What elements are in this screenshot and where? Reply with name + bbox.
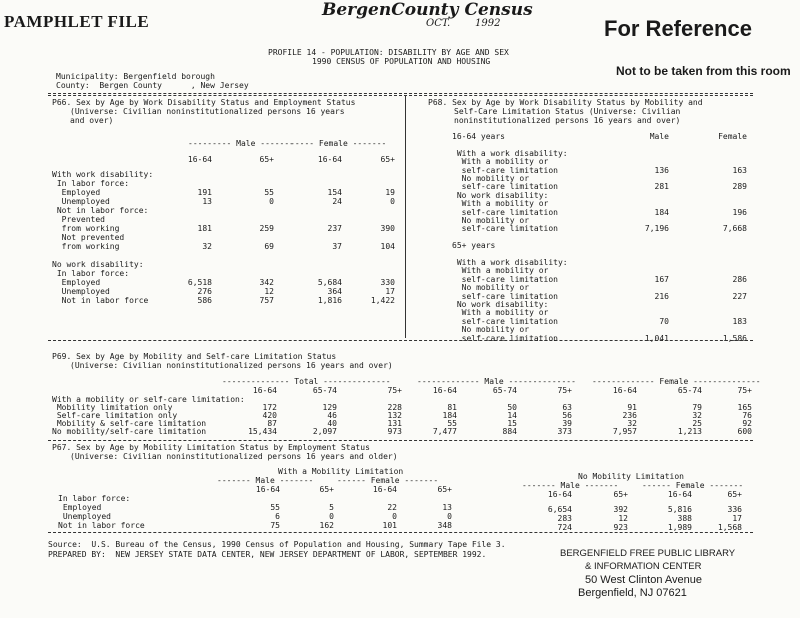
p66-female-header: ----- Female ------- bbox=[290, 139, 387, 148]
p66-universe: (Universe: Civilian noninstitutionalized persons 16 years bbox=[70, 107, 345, 116]
p69-cell: 2,097 bbox=[312, 427, 337, 436]
p68-row-label: With a mobility or bbox=[452, 266, 549, 276]
p69-cell: 15,434 bbox=[248, 427, 277, 436]
p69-col-header: 65-74 bbox=[492, 386, 517, 395]
p67-cell: 392 bbox=[613, 505, 628, 514]
column-divider bbox=[405, 96, 406, 338]
p69-cell: 32 bbox=[627, 419, 637, 428]
p66-row-label: In labor force: bbox=[52, 179, 130, 188]
p66-table bbox=[52, 155, 402, 305]
p69-table bbox=[52, 377, 761, 439]
p66-col-header: 65+ bbox=[259, 155, 274, 164]
census-title: 1990 CENSUS OF POPULATION AND HOUSING bbox=[312, 57, 491, 66]
p69-cell: 14 bbox=[507, 411, 517, 420]
p68-row-label: self-care limitation bbox=[452, 333, 558, 343]
divider bbox=[48, 440, 753, 441]
p68-row-label: self-care limitation bbox=[452, 165, 558, 175]
p66-cell: 342 bbox=[259, 278, 274, 287]
p67-cell: 923 bbox=[613, 523, 628, 532]
p68-cell: 163 bbox=[732, 165, 747, 175]
divider bbox=[48, 93, 753, 94]
p67-col-header: 65+ bbox=[613, 490, 628, 499]
p67-cell: 283 bbox=[557, 514, 572, 523]
p68-cell: 136 bbox=[654, 165, 669, 175]
p69-row-label: Mobility limitation only bbox=[52, 403, 173, 412]
p68-cell: 70 bbox=[659, 316, 669, 326]
p67-cell: 6 bbox=[275, 512, 280, 521]
p66-col-header: 65+ bbox=[380, 155, 395, 164]
p66-cell: 191 bbox=[197, 188, 212, 197]
p67-table bbox=[52, 476, 752, 534]
p68-row-label: self-care limitation bbox=[452, 274, 558, 284]
p66-cell: 1,422 bbox=[370, 296, 395, 305]
p68-row-label: self-care limitation bbox=[452, 224, 558, 234]
p68-col-header: Female bbox=[718, 132, 747, 141]
p69-col-header: 16-64 bbox=[252, 386, 277, 395]
library-stamp-line-1: BERGENFIELD FREE PUBLIC LIBRARY bbox=[560, 548, 736, 559]
p69-cell: 40 bbox=[327, 419, 337, 428]
p67-col-header: 65+ bbox=[727, 490, 742, 499]
p69-title: P69. Sex by Age by Mobility and Self-care Limitation Status bbox=[52, 352, 337, 361]
p69-cell: 131 bbox=[387, 419, 402, 428]
p67-cell: 17 bbox=[732, 514, 742, 523]
source-note: Source: U.S. Bureau of the Census, 1990 Census of Population and Housing, Summary Tape File 3. bbox=[48, 540, 506, 549]
p66-cell: 181 bbox=[197, 224, 212, 233]
p69-cell: 92 bbox=[742, 419, 752, 428]
p69-cell: 76 bbox=[742, 411, 752, 420]
p69-cell: 55 bbox=[447, 419, 457, 428]
p66-cell: 586 bbox=[197, 296, 212, 305]
p67-cell: 336 bbox=[727, 505, 742, 514]
p67-male-header: ------- Male ------- bbox=[522, 481, 619, 490]
library-stamp-line-3: 50 West Clinton Avenue bbox=[585, 574, 703, 586]
p66-title: P66. Sex by Age by Work Disability Status and Employment Status bbox=[52, 98, 356, 107]
p66-cell: 390 bbox=[380, 224, 395, 233]
p68-cell: 196 bbox=[732, 207, 747, 217]
p69-cell: 165 bbox=[737, 403, 752, 412]
p68-cell: 289 bbox=[732, 182, 747, 192]
p69-cell: 79 bbox=[692, 403, 702, 412]
p66-cell: 259 bbox=[259, 224, 274, 233]
p67-universe: (Universe: Civilian noninstitutionalized persons 16 years and older) bbox=[70, 452, 398, 461]
p66-cell: 330 bbox=[380, 278, 395, 287]
p66-cell: 6,518 bbox=[187, 278, 212, 287]
p66-row-label: With work disability: bbox=[52, 170, 154, 179]
p68-row-label: With a mobility or bbox=[452, 157, 549, 167]
p67-col-header: 16-64 bbox=[372, 485, 397, 494]
p68-row-label: No work disability: bbox=[452, 190, 549, 200]
p68-cell: 183 bbox=[732, 316, 747, 326]
p69-col-header: 16-64 bbox=[432, 386, 457, 395]
p67-without-header: No Mobility Limitation bbox=[578, 472, 684, 481]
p66-universe-2: and over) bbox=[70, 116, 114, 125]
p66-row-label: from working bbox=[52, 242, 120, 251]
prepared-by: PREPARED BY: NEW JERSEY STATE DATA CENTER, NEW JERSEY DEPARTMENT OF LABOR, SEPTEMBER 1992. bbox=[48, 550, 487, 559]
county: County: Bergen County , New Jersey bbox=[56, 81, 249, 90]
p67-cell: 0 bbox=[447, 512, 452, 521]
p69-cell: 420 bbox=[262, 411, 277, 420]
p68-row-label: self-care limitation bbox=[452, 291, 558, 301]
divider bbox=[48, 340, 753, 341]
p67-cell: 101 bbox=[382, 521, 397, 530]
p67-male-header: ------- Male ------- bbox=[217, 476, 314, 485]
p67-female-header: ------ Female ------- bbox=[337, 476, 439, 485]
p68-row-label: No mobility or bbox=[452, 216, 530, 225]
p69-cell: 25 bbox=[692, 419, 702, 428]
p68-row-label: With a mobility or bbox=[452, 308, 549, 318]
p66-col-header: 16-64 bbox=[187, 155, 212, 164]
p69-cell: 7,477 bbox=[432, 427, 457, 436]
p68-cell: 7,668 bbox=[722, 224, 747, 234]
p69-cell: 129 bbox=[322, 403, 337, 412]
p68-row-label: 65+ years bbox=[452, 241, 496, 251]
p66-row-label: Employed bbox=[52, 188, 101, 197]
p67-cell: 75 bbox=[270, 521, 280, 530]
p68-title: P68. Sex by Age by Work Disability Status by Mobility and bbox=[428, 98, 703, 107]
p68-cell: 1,586 bbox=[722, 333, 747, 343]
p68-cell: 281 bbox=[654, 182, 669, 192]
p69-cell: 7,957 bbox=[612, 427, 637, 436]
p66-cell: 17 bbox=[385, 287, 395, 296]
p67-title: P67. Sex by Age by Mobility Limitation Status by Employment Status bbox=[52, 443, 370, 452]
p69-cell: 15 bbox=[507, 419, 517, 428]
p66-row-label: In labor force: bbox=[52, 269, 130, 278]
p68-universe: Self-Care Limitation Status (Universe: Civilian bbox=[454, 107, 681, 116]
p66-cell: 1,816 bbox=[317, 296, 342, 305]
p67-cell: 1,568 bbox=[717, 523, 742, 532]
p68-cell: 1,041 bbox=[644, 333, 669, 343]
p68-cell: 227 bbox=[732, 291, 747, 301]
p66-cell: 104 bbox=[380, 242, 395, 251]
p66-col-header: 16-64 bbox=[317, 155, 342, 164]
p69-cell: 56 bbox=[562, 411, 572, 420]
p68-row-label: self-care limitation bbox=[452, 316, 558, 326]
p67-with-header: With a Mobility Limitation bbox=[278, 467, 404, 476]
p69-cell: 172 bbox=[262, 403, 277, 412]
p69-cell: 39 bbox=[562, 419, 572, 428]
p66-cell: 0 bbox=[269, 197, 274, 206]
p66-row-label: from working bbox=[52, 224, 120, 233]
p66-male-header: --------- Male ------- bbox=[188, 139, 294, 148]
p68-cell: 7,196 bbox=[644, 224, 669, 234]
p67-cell: 388 bbox=[677, 514, 692, 523]
p67-col-header: 65+ bbox=[437, 485, 452, 494]
p69-cell: 32 bbox=[692, 411, 702, 420]
p67-cell: 1,989 bbox=[667, 523, 692, 532]
p66-row-label: Prevented bbox=[52, 215, 105, 224]
handwritten-year: 1992 bbox=[475, 18, 501, 29]
p69-col-header: 65-74 bbox=[312, 386, 337, 395]
p69-cell: 132 bbox=[387, 411, 402, 420]
p69-cell: 87 bbox=[267, 419, 277, 428]
p66-cell: 276 bbox=[197, 287, 212, 296]
p68-row-label: self-care limitation bbox=[452, 182, 558, 192]
handwritten-month: OCT. bbox=[426, 18, 451, 29]
p69-row-label: Mobility & self-care limitation bbox=[52, 419, 207, 428]
library-stamp-line-4: Bergenfield, NJ 07621 bbox=[578, 587, 687, 599]
p66-cell: 13 bbox=[202, 197, 212, 206]
p69-cell: 46 bbox=[327, 411, 337, 420]
p67-col-header: 65+ bbox=[319, 485, 334, 494]
p66-cell: 364 bbox=[327, 287, 342, 296]
p67-cell: 0 bbox=[329, 512, 334, 521]
p69-row-label: Self-care limitation only bbox=[52, 411, 178, 420]
p67-cell: 162 bbox=[319, 521, 334, 530]
p67-col-header: 16-64 bbox=[667, 490, 692, 499]
p66-row-label: Not in labor force: bbox=[52, 206, 149, 215]
p66-cell: 154 bbox=[327, 188, 342, 197]
p68-row-label: No mobility or bbox=[452, 283, 530, 293]
p68-col-header: Male bbox=[649, 132, 669, 141]
p69-col-header: 16-64 bbox=[612, 386, 637, 395]
p67-cell: 13 bbox=[442, 503, 452, 512]
p69-cell: 63 bbox=[562, 403, 572, 412]
p67-cell: 0 bbox=[392, 512, 397, 521]
p69-cell: 81 bbox=[447, 403, 457, 412]
p66-row-label: Not in labor force bbox=[52, 296, 149, 305]
for-reference-stamp: For Reference bbox=[604, 16, 752, 41]
p69-col-header: 75+ bbox=[557, 386, 572, 395]
p67-row-label: In labor force: bbox=[58, 494, 131, 503]
p66-cell: 757 bbox=[259, 296, 274, 305]
p69-cell: 884 bbox=[502, 427, 517, 436]
p68-row-label: 16-64 years bbox=[452, 132, 505, 141]
p68-row-label: self-care limitation bbox=[452, 207, 558, 217]
p69-row-label: No mobility/self-care limitation bbox=[52, 427, 207, 436]
p66-row-label: Not prevented bbox=[52, 233, 125, 242]
p67-cell: 5 bbox=[329, 503, 334, 512]
library-stamp-line-2: & INFORMATION CENTER bbox=[585, 561, 702, 572]
p66-cell: 24 bbox=[332, 197, 342, 206]
p67-cell: 5,816 bbox=[667, 505, 692, 514]
p67-row-label: Not in labor force bbox=[58, 521, 145, 530]
p66-row-label: Employed bbox=[52, 278, 101, 287]
p66-cell: 32 bbox=[202, 242, 212, 251]
p66-cell: 237 bbox=[327, 224, 342, 233]
p69-group-header: ------------- Female -------------- bbox=[592, 377, 761, 386]
p68-universe-2: noninstitutionalized persons 16 years and over) bbox=[454, 116, 681, 125]
p66-cell: 69 bbox=[264, 242, 274, 251]
p67-col-header: 16-64 bbox=[255, 485, 280, 494]
not-to-be-taken-stamp: Not to be taken from this room bbox=[616, 64, 791, 78]
p67-cell: 348 bbox=[437, 521, 452, 530]
p68-row-label: With a mobility or bbox=[452, 199, 549, 209]
p69-group-header: ------------- Male -------------- bbox=[417, 377, 576, 386]
p66-row-label: No work disability: bbox=[52, 260, 144, 269]
p67-cell: 6,654 bbox=[547, 505, 572, 514]
p66-cell: 19 bbox=[385, 188, 395, 197]
p68-row-label: No work disability: bbox=[452, 300, 549, 309]
p66-cell: 37 bbox=[332, 242, 342, 251]
p67-female-header: ------ Female ------- bbox=[642, 481, 744, 490]
p67-col-header: 16-64 bbox=[547, 490, 572, 499]
handwritten-title: BergenCounty Census bbox=[322, 0, 533, 20]
p69-cell: 50 bbox=[507, 403, 517, 412]
p68-cell: 286 bbox=[732, 274, 747, 284]
p69-cell: 1,213 bbox=[677, 427, 702, 436]
p69-row-label: With a mobility or self-care limitation: bbox=[52, 395, 245, 404]
p66-cell: 12 bbox=[264, 287, 274, 296]
p69-cell: 228 bbox=[387, 403, 402, 412]
p69-col-header: 75+ bbox=[737, 386, 752, 395]
p69-cell: 236 bbox=[622, 411, 637, 420]
p67-cell: 724 bbox=[557, 523, 572, 532]
p69-group-header: -------------- Total -------------- bbox=[222, 377, 391, 386]
p68-row-label: No mobility or bbox=[452, 174, 530, 183]
p69-col-header: 65-74 bbox=[677, 386, 702, 395]
p67-cell: 55 bbox=[270, 503, 280, 512]
p67-row-label: Unemployed bbox=[58, 512, 111, 521]
p68-row-label: With a work disability: bbox=[452, 258, 568, 267]
divider bbox=[48, 95, 753, 96]
p67-row-label: Employed bbox=[58, 503, 102, 512]
p68-cell: 184 bbox=[654, 207, 669, 217]
p68-row-label: With a work disability: bbox=[452, 148, 568, 158]
p66-row-label: Unemployed bbox=[52, 197, 110, 206]
municipality: Municipality: Bergenfield borough bbox=[56, 72, 215, 81]
pamphlet-file-stamp: PAMPHLET FILE bbox=[4, 12, 150, 31]
p69-col-header: 75+ bbox=[387, 386, 402, 395]
p67-cell: 22 bbox=[387, 503, 397, 512]
p68-cell: 216 bbox=[654, 291, 669, 301]
p69-cell: 184 bbox=[442, 411, 457, 420]
p69-cell: 91 bbox=[627, 403, 637, 412]
p67-cell: 12 bbox=[618, 514, 628, 523]
p69-cell: 600 bbox=[737, 427, 752, 436]
divider bbox=[48, 532, 753, 533]
p69-cell: 973 bbox=[387, 427, 402, 436]
p69-universe: (Universe: Civilian noninstitutionalized persons 16 years and over) bbox=[70, 361, 393, 370]
p68-row-label: No mobility or bbox=[452, 325, 530, 335]
p69-cell: 373 bbox=[557, 427, 572, 436]
p68-table bbox=[452, 132, 752, 342]
p66-cell: 5,684 bbox=[317, 278, 342, 287]
profile-title: PROFILE 14 - POPULATION: DISABILITY BY AGE AND SEX bbox=[268, 48, 509, 57]
p66-row-label: Unemployed bbox=[52, 287, 110, 296]
p66-cell: 0 bbox=[390, 197, 395, 206]
p68-cell: 167 bbox=[654, 274, 669, 284]
p66-cell: 55 bbox=[264, 188, 274, 197]
